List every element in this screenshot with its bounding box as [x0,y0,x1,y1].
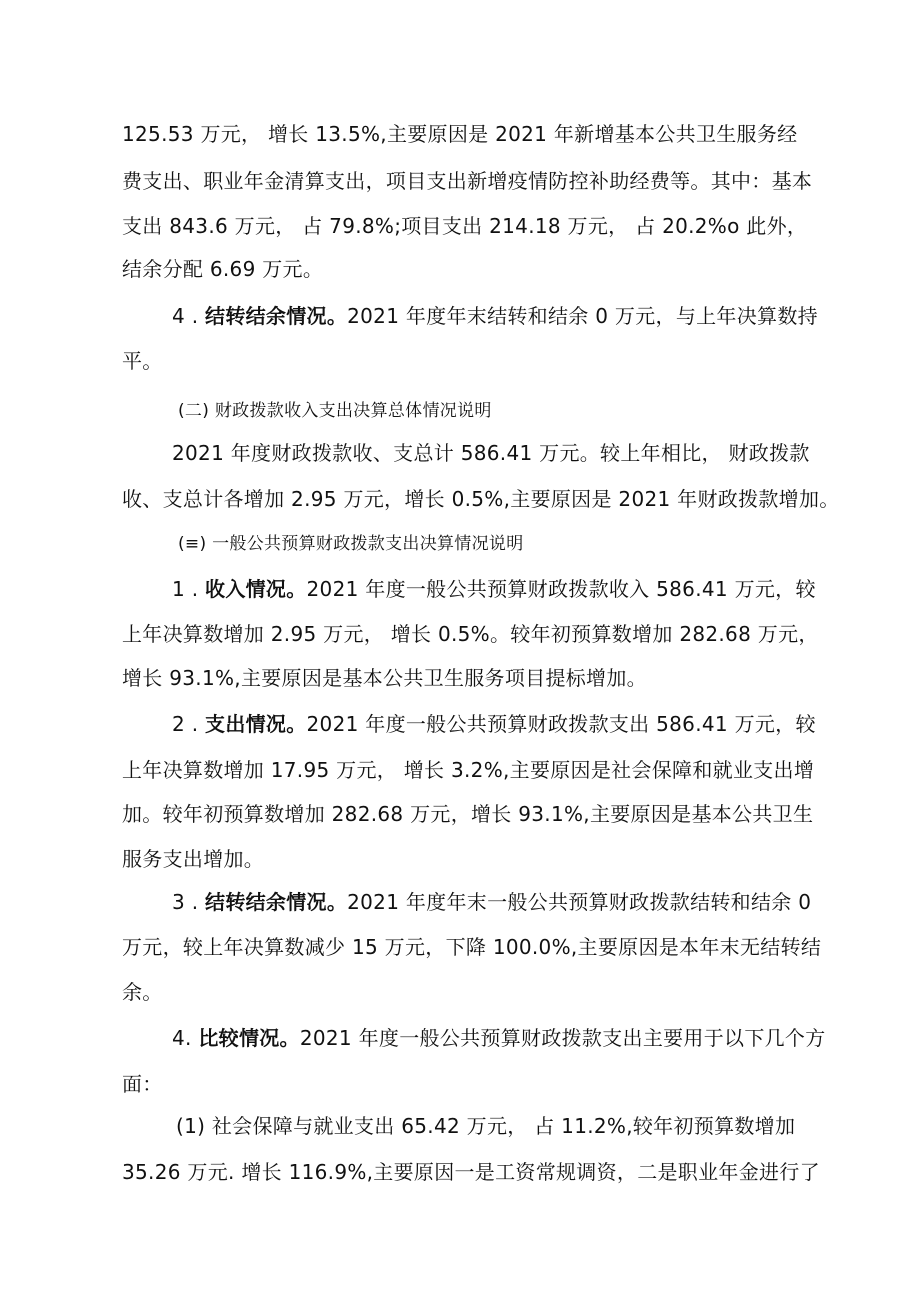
section-line: 1 . 收入情况。2021 年度一般公共预算财政拨款收入 586.41 万元，较 [172,577,816,601]
section-heading: 收入情况。 [205,577,307,601]
text-line: 支出 843.6 万元， 占 79.8%;项目支出 214.18 万元， 占 20.2%o 此外， [122,214,808,238]
text-line: (1) 社会保障与就业支出 65.42 万元， 占 11.2%,较年初预算数增加 [176,1114,796,1138]
text-line: 加。较年初预算数增加 282.68 万元，增长 93.1%,主要原因是基本公共卫生 [122,802,814,826]
text-line: 费支出、职业年金清算支出，项目支出新增疫情防控补助经费等。其中：基本 [122,169,813,193]
subsection-title: (≡) 一般公共预算财政拨款支出决算情况说明 [178,534,524,554]
text-line: 收、支总计各增加 2.95 万元，增长 0.5%,主要原因是 2021 年财政拨款增加。 [122,487,840,511]
text-line: 上年决算数增加 17.95 万元， 增长 3.2%,主要原因是社会保障和就业支出增 [122,758,815,782]
section-line: 4 . 结转结余情况。2021 年度年末结转和结余 0 万元，与上年决算数持 [172,304,818,328]
section-text: 2021 年度一般公共预算财政拨款支出主要用于以下几个方 [299,1026,826,1050]
text-line: 125.53 万元， 增长 13.5%,主要原因是 2021 年新增基本公共卫生服务经 [122,122,798,146]
text-line: 面： [122,1072,163,1096]
text-line: 上年决算数增加 2.95 万元， 增长 0.5%。较年初预算数增加 282.68 万元， [122,622,819,646]
section-heading: 比较情况。 [198,1026,300,1050]
section-text: 2021 年度年末结转和结余 0 万元，与上年决算数持 [347,304,818,328]
section-heading: 结转结余情况。 [205,890,348,914]
section-number: 3 [172,890,186,914]
text-line: 万元，较上年决算数减少 15 万元，下降 100.0%,主要原因是本年末无结转结 [122,935,822,959]
section-text: 2021 年度一般公共预算财政拨款支出 586.41 万元，较 [306,712,816,736]
section-text: 2021 年度一般公共预算财政拨款收入 586.41 万元，较 [306,577,816,601]
text-line: 2021 年度财政拨款收、支总计 586.41 万元。较上年相比， 财政拨款 [172,441,810,465]
section-text: 2021 年度年末一般公共预算财政拨款结转和结余 0 [347,890,812,914]
section-number: 1 [172,577,186,601]
section-line: 2 . 支出情况。2021 年度一般公共预算财政拨款支出 586.41 万元，较 [172,712,816,736]
subsection-title: (二) 财政拨款收入支出决算总体情况说明 [178,401,492,421]
section-number: 4. [172,1026,192,1050]
section-line: 3 . 结转结余情况。2021 年度年末一般公共预算财政拨款结转和结余 0 [172,890,812,914]
text-line: 平。 [122,349,163,373]
text-line: 增长 93.1%,主要原因是基本公共卫生服务项目提标增加。 [122,666,647,690]
section-number: 4 [172,304,186,328]
text-line: 结余分配 6.69 万元。 [122,257,324,281]
text-line: 35.26 万元. 增长 116.9%,主要原因一是工资常规调资，二是职业年金进行了 [122,1160,820,1184]
section-line [172,1022,826,1051]
section-heading: 支出情况。 [205,712,307,736]
section-heading: 结转结余情况。 [205,304,348,328]
text-line: 服务支出增加。 [122,847,265,871]
text-line: 余。 [122,980,163,1004]
section-number: 2 [172,712,186,736]
